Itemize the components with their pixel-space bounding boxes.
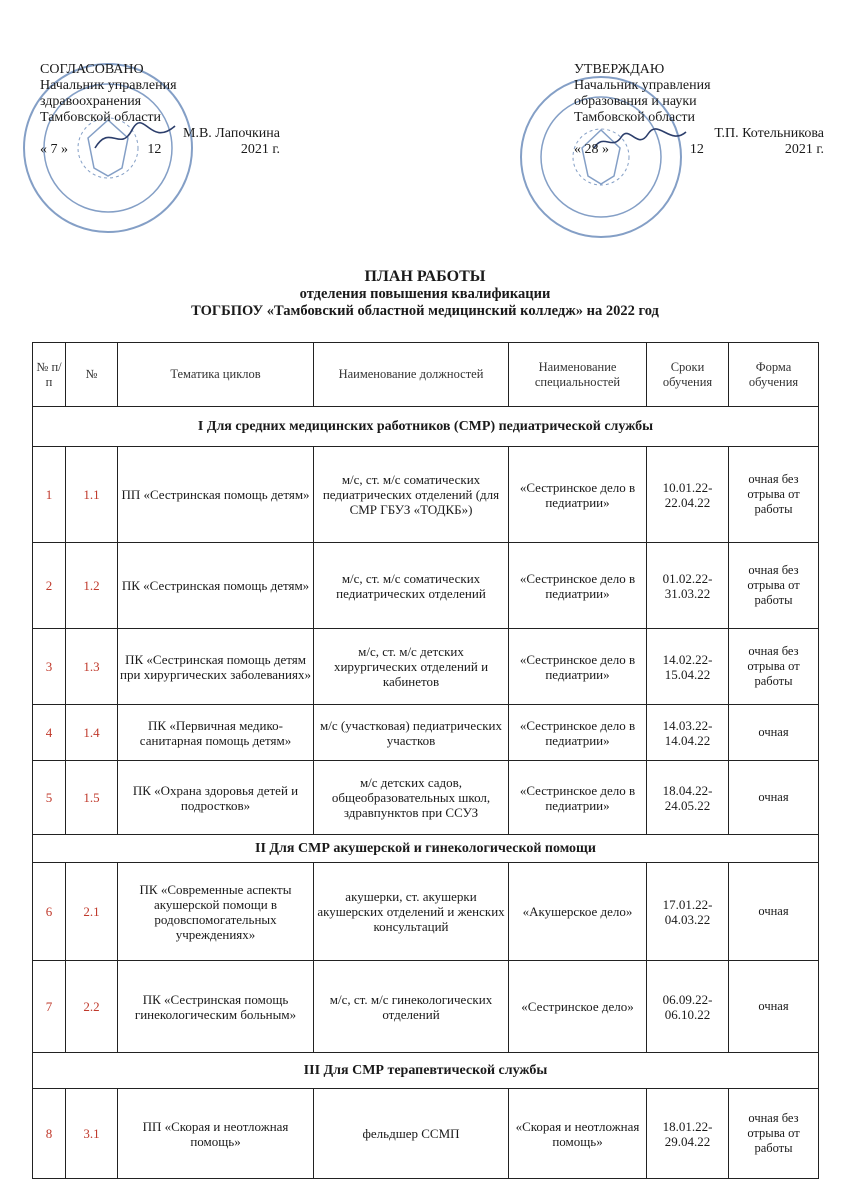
document-title (0, 268, 850, 320)
table-header-row (33, 343, 819, 407)
section-row (33, 407, 819, 447)
row-topic: ПК «Первичная медико-санитарная помощь детям» (118, 705, 314, 761)
table-row (33, 961, 819, 1053)
row-topic: ПП «Сестринская помощь детям» (118, 447, 314, 543)
row-form: очная без отрыва от работы (729, 543, 819, 629)
table-row (33, 863, 819, 961)
header-cell: Сроки обучения (647, 343, 729, 407)
date-year: 2021 г. (240, 142, 280, 157)
row-topic: ПК «Сестринская помощь детям при хирургических заболеваниях» (118, 629, 314, 705)
section-title: III Для СМР терапевтической службы (33, 1053, 819, 1089)
row-specialty: «Сестринское дело в педиатрии» (509, 543, 647, 629)
header-cell: Тематика циклов (118, 343, 314, 407)
date-day: « 7 » (40, 142, 68, 157)
row-code: 1.3 (66, 629, 118, 705)
approval-signer: М.В. Лапочкина (183, 126, 280, 141)
approval-block-right (574, 62, 824, 158)
row-positions: м/с, ст. м/с соматических педиатрических отделений (314, 543, 509, 629)
date-month: 12 (689, 142, 704, 157)
row-number: 7 (33, 961, 66, 1053)
row-topic: ПК «Сестринская помощь детям» (118, 543, 314, 629)
row-code: 3.1 (66, 1089, 118, 1179)
row-positions: акушерки, ст. акушерки акушерских отделений и женских консультаций (314, 863, 509, 961)
row-code: 2.1 (66, 863, 118, 961)
approval-line: Начальник управления (574, 78, 711, 93)
row-number: 1 (33, 447, 66, 543)
approval-signer: Т.П. Котельникова (714, 126, 824, 141)
row-number: 4 (33, 705, 66, 761)
row-specialty: «Сестринское дело в педиатрии» (509, 629, 647, 705)
row-specialty: «Акушерское дело» (509, 863, 647, 961)
row-code: 2.2 (66, 961, 118, 1053)
approval-line: образования и науки (574, 94, 697, 109)
table-row (33, 629, 819, 705)
row-positions: м/с, ст. м/с соматических педиатрических отделений (для СМР ГБУЗ «ТОДКБ») (314, 447, 509, 543)
row-positions: м/с детских садов, общеобразовательных школ, здравпунктов при ССУЗ (314, 761, 509, 835)
plan-table (32, 342, 819, 1179)
row-code: 1.2 (66, 543, 118, 629)
approval-line: Начальник управления (40, 78, 177, 93)
title-line-3: ТОГБПОУ «Тамбовский областной медицинский колледж» на 2022 год (191, 303, 659, 319)
row-dates: 01.02.22-31.03.22 (647, 543, 729, 629)
row-form: очная без отрыва от работы (729, 1089, 819, 1179)
row-topic: ПП «Скорая и неотложная помощь» (118, 1089, 314, 1179)
row-specialty: «Сестринское дело в педиатрии» (509, 705, 647, 761)
row-specialty: «Сестринское дело» (509, 961, 647, 1053)
section-title: I Для средних медицинских работников (СМР) педиатрической службы (33, 407, 819, 447)
row-form: очная (729, 761, 819, 835)
row-dates: 14.02.22-15.04.22 (647, 629, 729, 705)
row-specialty: «Сестринское дело в педиатрии» (509, 761, 647, 835)
title-line-1: ПЛАН РАБОТЫ (364, 268, 486, 285)
approval-line: Тамбовской области (40, 110, 162, 125)
date-year: 2021 г. (784, 142, 824, 157)
approval-heading: СОГЛАСОВАНО (40, 62, 144, 77)
row-dates: 18.01.22-29.04.22 (647, 1089, 729, 1179)
row-code: 1.5 (66, 761, 118, 835)
header-cell: Форма обучения (729, 343, 819, 407)
row-specialty: «Сестринское дело в педиатрии» (509, 447, 647, 543)
date-month: 12 (147, 142, 162, 157)
row-dates: 14.03.22-14.04.22 (647, 705, 729, 761)
row-code: 1.4 (66, 705, 118, 761)
row-dates: 10.01.22-22.04.22 (647, 447, 729, 543)
row-number: 2 (33, 543, 66, 629)
row-specialty: «Скорая и неотложная помощь» (509, 1089, 647, 1179)
approval-date (574, 142, 824, 158)
row-dates: 06.09.22-06.10.22 (647, 961, 729, 1053)
title-line-2: отделения повышения квалификации (299, 286, 551, 302)
row-positions: м/с, ст. м/с гинекологических отделений (314, 961, 509, 1053)
header-cell: № п/п (33, 343, 66, 407)
section-row (33, 1053, 819, 1089)
approval-date (40, 142, 280, 158)
row-dates: 17.01.22-04.03.22 (647, 863, 729, 961)
row-form: очная (729, 705, 819, 761)
section-title: II Для СМР акушерской и гинекологической помощи (33, 835, 819, 863)
row-number: 5 (33, 761, 66, 835)
approval-heading: УТВЕРЖДАЮ (574, 62, 665, 77)
header-cell: Наименование должностей (314, 343, 509, 407)
row-positions: фельдшер ССМП (314, 1089, 509, 1179)
approval-line: здравоохранения (40, 94, 142, 109)
table-row (33, 1089, 819, 1179)
row-positions: м/с (участковая) педиатрических участков (314, 705, 509, 761)
row-form: очная без отрыва от работы (729, 629, 819, 705)
table-row (33, 761, 819, 835)
row-number: 3 (33, 629, 66, 705)
header-cell: Наименование специальностей (509, 343, 647, 407)
table-row (33, 543, 819, 629)
row-positions: м/с, ст. м/с детских хирургических отделений и кабинетов (314, 629, 509, 705)
approval-block-left (40, 62, 280, 158)
row-dates: 18.04.22-24.05.22 (647, 761, 729, 835)
table-row (33, 447, 819, 543)
row-form: очная (729, 961, 819, 1053)
row-topic: ПК «Охрана здоровья детей и подростков» (118, 761, 314, 835)
row-code: 1.1 (66, 447, 118, 543)
row-topic: ПК «Сестринская помощь гинекологическим больным» (118, 961, 314, 1053)
row-form: очная (729, 863, 819, 961)
row-topic: ПК «Современные аспекты акушерской помощи в родовспомогательных учреждениях» (118, 863, 314, 961)
row-number: 6 (33, 863, 66, 961)
row-form: очная без отрыва от работы (729, 447, 819, 543)
header-cell: № (66, 343, 118, 407)
approval-line: Тамбовской области (574, 110, 696, 125)
section-row (33, 835, 819, 863)
row-number: 8 (33, 1089, 66, 1179)
table-row (33, 705, 819, 761)
date-day: « 28 » (574, 142, 609, 157)
